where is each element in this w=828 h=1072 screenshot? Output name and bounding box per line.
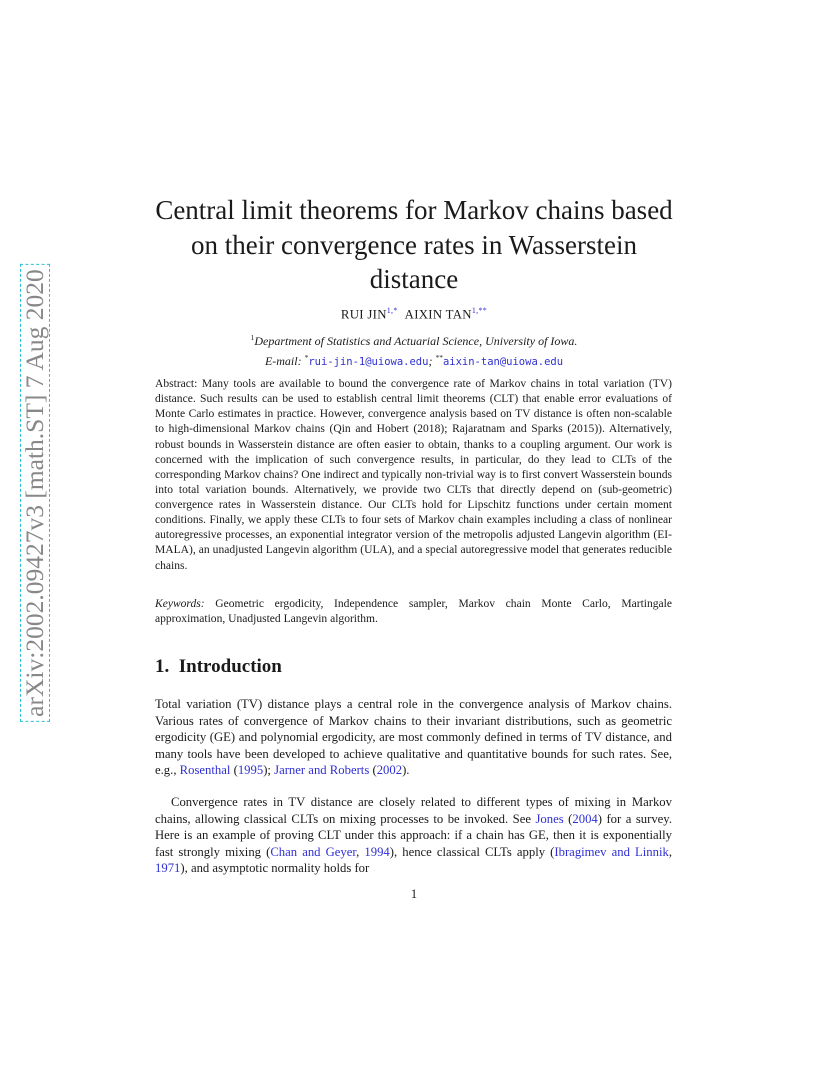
keywords-text: Geometric ergodicity, Independence sampler, Markov chain Monte Carlo, Martingale approximation, Unadjusted Langevin algorithm.: [155, 598, 672, 626]
body-text: ), and asymptotic normality holds for: [180, 861, 370, 875]
body-text: (: [369, 763, 377, 777]
body-text: ,: [668, 844, 673, 859]
citation-link[interactable]: 2004: [572, 811, 598, 826]
abstract-paragraph: [155, 377, 672, 574]
citation-link[interactable]: Jones: [535, 811, 564, 826]
citation-link[interactable]: 2002: [376, 763, 403, 777]
email-label: E-mail:: [264, 353, 305, 368]
section-title: Introduction: [178, 656, 282, 677]
citation-link[interactable]: Ibragimev and Linnik: [554, 844, 669, 859]
citation-link[interactable]: Jarner and Roberts: [274, 763, 370, 777]
abstract-text: Many tools are available to bound the convergence rate of Markov chains in total variation (TV) distance. Such results can be used to establish central limit theorems (CLT) that enable error evaluations of Monte Carlo estimates in practice. However, convergence analysis based on TV distance is often non-scalable to high-dimensional Markov chains (Qin and Hobert (2018); Rajaratnam and Sparks (2015)). Alternatively, robust bounds in Wasserstein distance are often easier to obtain, thanks to a coupling argument. Our work is concerned with the implication of such convergence results, in particular, do they lead to CLTs of the corresponding Markov chains? One indirect and typically non-trivial way is to first convert Wasserstein bounds into total variation bounds. Alternatively, we provide two CLTs that directly depend on (sub-geometric) convergence rates in Wasserstein distance. Our CLTs hold for Lipschitz functions under certain moment conditions. Finally, we apply these CLTs to four sets of Markov chain examples including a class of nonlinear autoregressive processes, an exponential integrator version of the metropolis adjusted Langevin algorithm (EI-MALA), an unadjusted Langevin algorithm (ULA), and a special autoregressive model that generates reducible chains.: [155, 378, 672, 572]
body-paragraph: [155, 696, 672, 779]
body-text: (: [563, 811, 573, 826]
affiliation-line: [155, 330, 673, 350]
body-text: ) for a survey. Here is an example of proving CLT under this approach: if a chain has GE, then it is exponentially fast strongly mixing (: [155, 811, 672, 859]
keywords-label: Keywords:: [155, 598, 205, 610]
abstract-label: Abstract:: [155, 378, 198, 390]
body-text: ).: [402, 763, 410, 777]
body-text: );: [263, 763, 275, 777]
section-number: 1.: [155, 656, 170, 677]
citation-link[interactable]: 1995: [237, 763, 264, 777]
author-name: AIXIN TAN: [404, 307, 472, 322]
email-line: [155, 350, 673, 371]
body-text: Total variation (TV) distance plays a central role in the convergence analysis of Markov chains. Various rates of convergence of Markov chains to their invariant distributions, such as geometric ergodicity (GE) and polynomial ergodicity, are most commonly defined in terms of TV distance, and many tools have been developed to achieve qualitative and quantitative bounds for such rates. See, e.g.,: [155, 697, 672, 777]
citation-link[interactable]: 1994: [364, 844, 390, 859]
email-separator: ;: [428, 353, 436, 368]
email-link[interactable]: aixin-tan@uiowa.edu: [442, 355, 564, 368]
affiliation-mark: 1: [250, 333, 255, 342]
citation-link[interactable]: 1971: [155, 861, 181, 875]
email-mark: **: [435, 352, 443, 362]
email-link[interactable]: rui-jin-1@uiowa.edu: [308, 355, 429, 368]
paper-title: Central limit theorems for Markov chains based on their convergence rates in Wasserstein distance: [155, 195, 673, 294]
body-text: ,: [356, 844, 365, 859]
section-heading: [155, 656, 282, 678]
body-text: ), hence classical CLTs apply (: [389, 844, 555, 859]
author-mark[interactable]: 1,**: [471, 306, 488, 315]
keywords-paragraph: [155, 597, 672, 627]
citation-link[interactable]: Chan and Geyer: [270, 844, 357, 859]
author-name: RUI JIN: [340, 307, 387, 322]
arxiv-sidebar-stamp: [20, 240, 50, 745]
page-number: 1: [410, 887, 418, 901]
affiliation-block: [155, 330, 673, 370]
body-text: (: [230, 763, 238, 777]
author-line: [155, 306, 673, 322]
arxiv-identifier[interactable]: arXiv:2002.09427v3 [math.ST] 7 Aug 2020: [20, 264, 50, 722]
body-paragraph: [155, 794, 672, 877]
affiliation-text: Department of Statistics and Actuarial Science, University of Iowa.: [254, 334, 578, 348]
email-mark: *: [304, 352, 309, 362]
body-text: Convergence rates in TV distance are closely related to different types of mixing in Markov chains, allowing classical CLTs on mixing processes to be invoked. See: [155, 795, 672, 826]
author-mark[interactable]: 1,*: [386, 306, 398, 315]
citation-link[interactable]: Rosenthal: [179, 763, 231, 777]
